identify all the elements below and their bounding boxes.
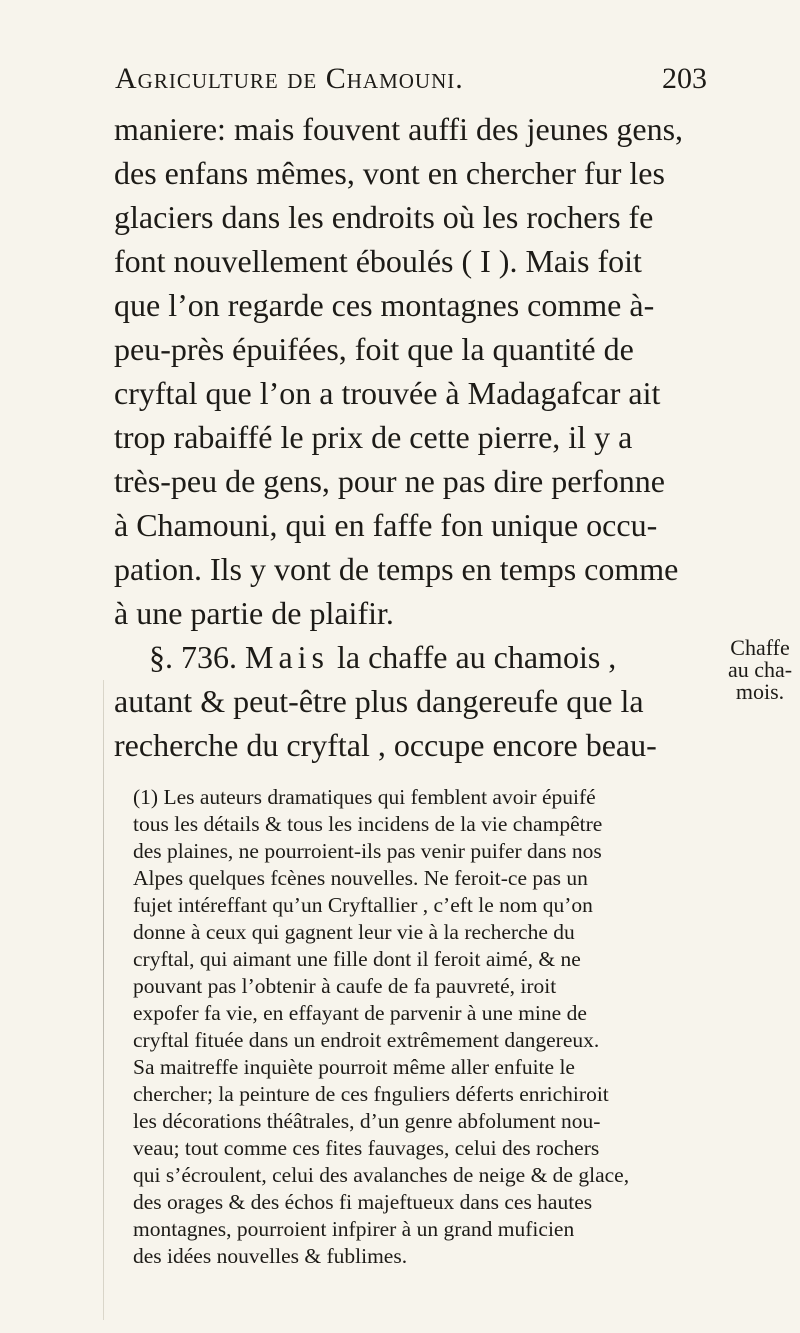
footnote-line: montagnes, pourroient infpirer à un grand muficien <box>133 1217 575 1241</box>
footnote-line: chercher; la peinture de ces fnguliers déferts enrichiroit <box>133 1082 609 1106</box>
text-line: recherche du cryftal , occupe encore beau- <box>114 727 657 763</box>
text-line: font nouvellement éboulés ( I ). Mais foit <box>114 243 642 279</box>
margin-note-line: au cha- <box>727 657 793 682</box>
footnote-line: cryftal, qui aimant une fille dont il feroit aimé, & ne <box>133 947 581 971</box>
text-line: autant & peut-être plus dangereufe que la <box>114 683 644 719</box>
footnote-line: des idées nouvelles & fublimes. <box>133 1244 408 1268</box>
text-line: trop rabaiffé le prix de cette pierre, il y a <box>114 419 633 455</box>
text-line: à une partie de plaifir. <box>114 595 394 631</box>
footnote-line: (1) Les auteurs dramatiques qui femblent avoir épuifé <box>133 785 596 809</box>
footnote-line: Alpes quelques fcènes nouvelles. Ne feroit-ce pas un <box>133 866 588 890</box>
text-line: des enfans mêmes, vont en chercher fur les <box>114 155 665 191</box>
margin-note-line: Chaffe <box>730 635 790 660</box>
text-line: que l’on regarde ces montagnes comme à- <box>114 287 655 323</box>
margin-note-line: mois. <box>735 679 785 704</box>
page-number: 203 <box>662 62 707 95</box>
footnote-line: veau; tout comme ces fites fauvages, celui des rochers <box>133 1136 600 1160</box>
footnote-line: qui s’écroulent, celui des avalanches de neige & de glace, <box>133 1163 630 1187</box>
text-line: maniere: mais fouvent auffi des jeunes gens, <box>114 111 684 147</box>
text-line: très-peu de gens, pour ne pas dire perfonne <box>114 463 665 499</box>
text-line: peu-près épuifées, foit que la quantité de <box>114 331 634 367</box>
footnote-line: fujet intéreffant qu’un Cryftallier , c’eft le nom qu’on <box>133 893 593 917</box>
section-number: §. 736. <box>149 639 237 675</box>
footnote-line: expofer fa vie, en effayant de parvenir à une mine de <box>133 1001 587 1025</box>
text-line: à Chamouni, qui en faffe fon unique occu- <box>114 507 658 543</box>
running-head <box>115 62 795 102</box>
footnote-line: pouvant pas l’obtenir à caufe de fa pauvreté, iroit <box>133 974 557 998</box>
margin-note <box>720 637 800 703</box>
section-line-rest: la chaffe au chamois , <box>337 639 617 675</box>
footnote-line: donne à ceux qui gagnent leur vie à la recherche du <box>133 920 575 944</box>
text-line: cryftal que l’on a trouvée à Madagafcar ait <box>114 375 661 411</box>
footnote-line: cryftal fituée dans un endroit extrêmement dangereux. <box>133 1028 600 1052</box>
footnote-line: des orages & des échos fi majeftueux dans ces hautes <box>133 1190 593 1214</box>
scan-edge-shadow <box>103 680 104 1320</box>
footnote-line: des plaines, ne pourroient-ils pas venir puifer dans nos <box>133 839 602 863</box>
footnote-line: tous les détails & tous les incidens de la vie champêtre <box>133 812 603 836</box>
section-first-line <box>149 641 616 673</box>
section-first-word: Mais <box>245 639 329 675</box>
footnote-line: Sa maitreffe inquiète pourroit même aller enfuite le <box>133 1055 575 1079</box>
footnote-line: les décorations théâtrales, d’un genre abfolument nou- <box>133 1109 601 1133</box>
text-line: pation. Ils y vont de temps en temps comme <box>114 551 679 587</box>
text-line: glaciers dans les endroits où les rochers fe <box>114 199 654 235</box>
running-title: Agriculture de Chamouni. <box>115 62 464 95</box>
